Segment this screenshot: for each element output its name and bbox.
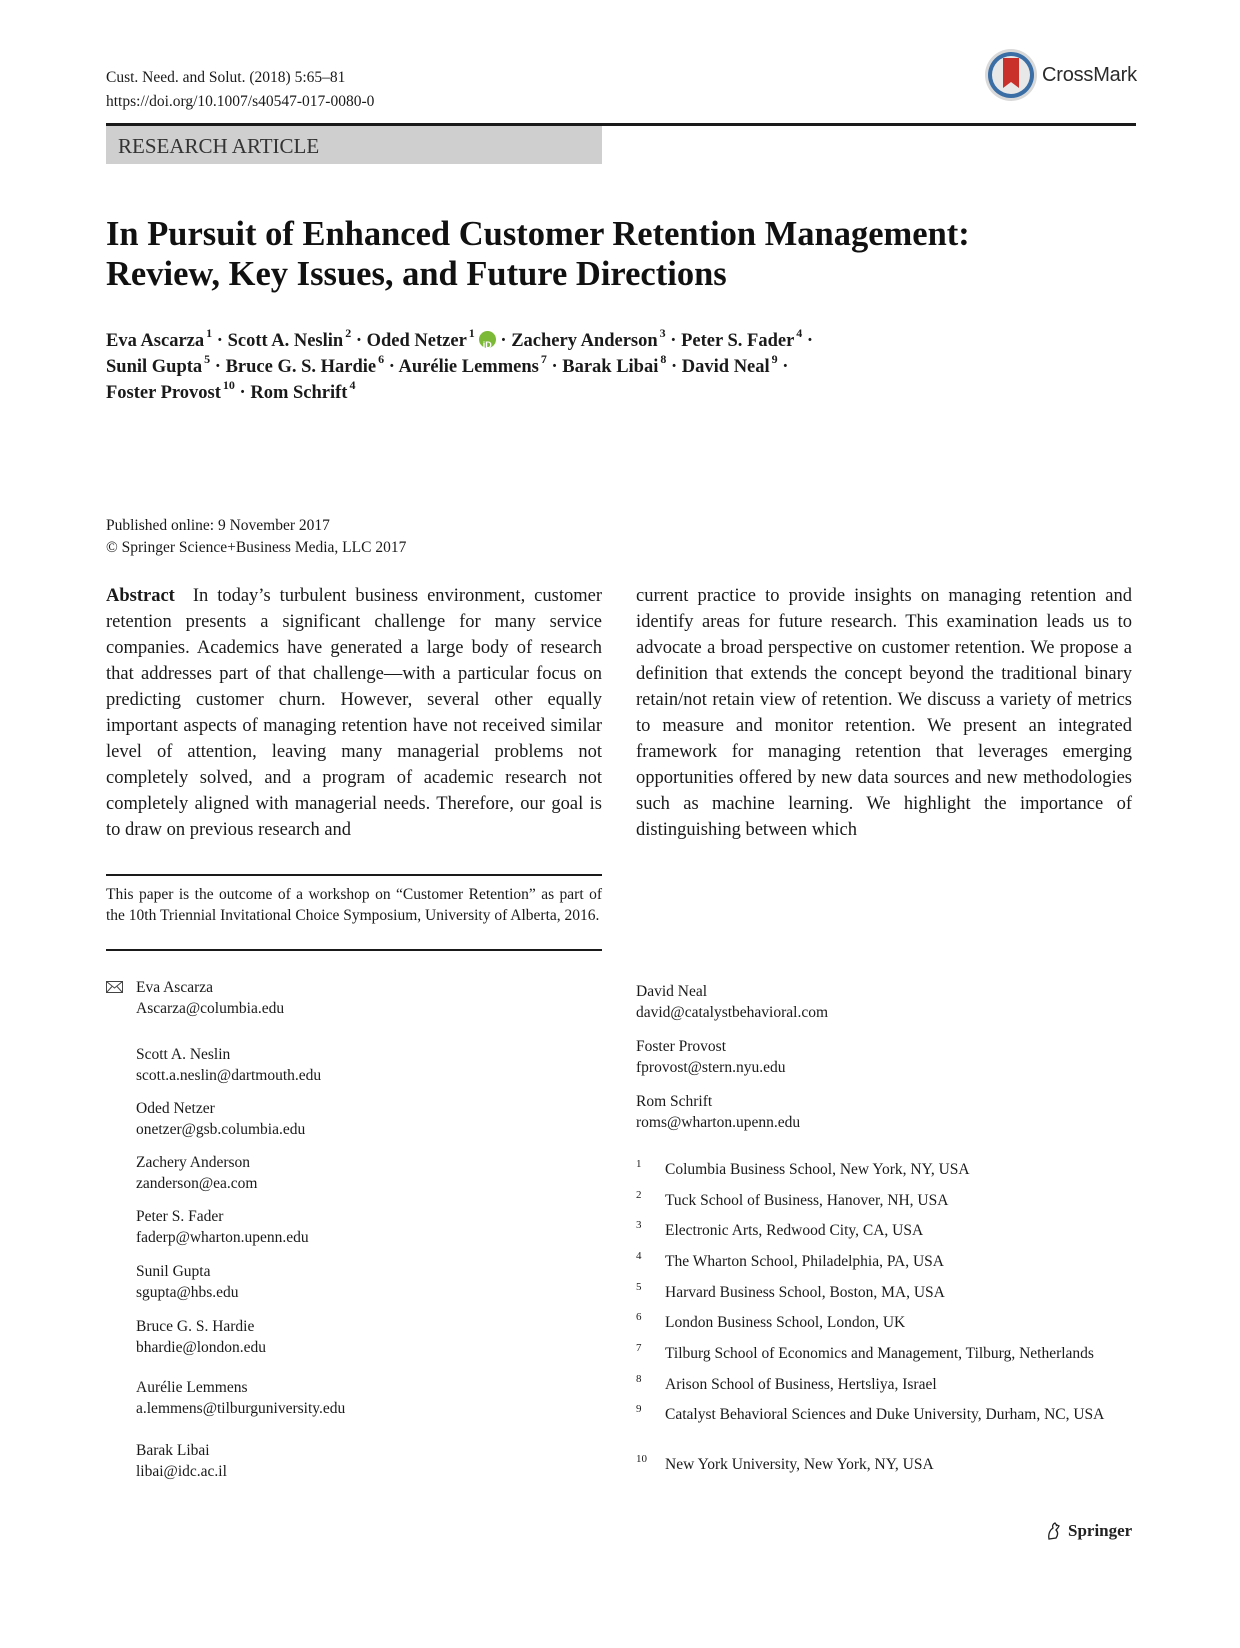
orcid-icon[interactable] — [479, 331, 496, 348]
affiliation-item — [636, 1344, 1136, 1364]
affiliation-number: 7 — [636, 1342, 642, 1354]
affiliation-item — [636, 1375, 1136, 1395]
contact-name: Bruce G. S. Hardie — [136, 1318, 255, 1335]
footnote-rule-top — [106, 874, 602, 876]
contact-email[interactable]: onetzer@gsb.columbia.edu — [136, 1121, 306, 1138]
author-affiliation-mark: 4 — [349, 377, 356, 392]
author-affiliation-mark: 2 — [345, 325, 352, 340]
affiliation-text: Tilburg School of Economics and Management, Tilburg, Netherlands — [665, 1345, 1094, 1362]
affiliation-number: 10 — [636, 1453, 647, 1465]
contact-entry — [636, 981, 828, 1023]
contact-email[interactable]: sgupta@hbs.edu — [136, 1284, 239, 1301]
affiliation-item — [636, 1160, 1136, 1180]
contact-email[interactable]: scott.a.neslin@dartmouth.edu — [136, 1067, 322, 1084]
affiliation-number: 6 — [636, 1311, 642, 1323]
contact-entry — [136, 977, 284, 1019]
crossmark-icon — [984, 48, 1038, 102]
contact-name: Barak Libai — [136, 1442, 210, 1459]
author-name[interactable]: Sunil Gupta — [106, 357, 203, 377]
affiliation-number: 3 — [636, 1219, 642, 1231]
contact-name: Aurélie Lemmens — [136, 1379, 248, 1396]
contact-email[interactable]: faderp@wharton.upenn.edu — [136, 1229, 309, 1246]
affiliation-number: 9 — [636, 1403, 642, 1415]
affiliation-item — [636, 1313, 1136, 1333]
contact-entry — [636, 1036, 785, 1078]
contact-entry — [136, 1098, 305, 1140]
author-affiliation-mark: 1 — [206, 325, 213, 340]
copyright-notice: © Springer Science+Business Media, LLC 2017 — [106, 539, 407, 556]
journal-citation: Cust. Need. and Solut. (2018) 5:65–81 — [106, 69, 346, 86]
contact-entry — [136, 1152, 257, 1194]
affiliation-number: 5 — [636, 1281, 642, 1293]
abstract-right-column — [636, 583, 1132, 843]
author-name[interactable]: David Neal — [681, 357, 770, 377]
abstract-label: Abstract — [106, 586, 175, 606]
contact-entry — [136, 1261, 239, 1303]
author-affiliation-mark: 10 — [222, 377, 235, 392]
affiliation-item — [636, 1191, 1136, 1211]
affiliation-text: Catalyst Behavioral Sciences and Duke University, Durham, NC, USA — [665, 1406, 1105, 1423]
publisher-logo — [1044, 1521, 1132, 1541]
abstract-text-right: current practice to provide insights on managing retention and identify areas for future research. This examination leads us to advocate a broad perspective on customer retention. We propose a definition that extends the concept beyond the traditional binary retain/not retain view of retention. We discuss a variety of metrics to measure and monitor retention. We present an integrated framework for managing retention that leverages emerging opportunities offered by new data sources and new methodologies such as machine learning. We highlight the importance of distinguishing between which — [636, 586, 1132, 840]
affiliation-text: Electronic Arts, Redwood City, CA, USA — [665, 1222, 924, 1239]
journal-header — [106, 66, 374, 114]
author-name[interactable]: Barak Libai — [562, 357, 659, 377]
author-affiliation-mark: 6 — [378, 351, 385, 366]
affiliation-number: 1 — [636, 1158, 642, 1170]
contact-email[interactable]: david@catalystbehavioral.com — [636, 1004, 829, 1021]
affiliation-text: Tuck School of Business, Hanover, NH, USA — [665, 1192, 949, 1209]
affiliation-item — [636, 1283, 1136, 1303]
contact-name: Scott A. Neslin — [136, 1046, 231, 1063]
contact-name: Sunil Gupta — [136, 1263, 211, 1280]
author-line-1: Eva Ascarza $^1$ · Scott A. Neslin $^2$ · Oded Netzer $^1$iD · Zachery Anderson $^3$ · Peter S. Fader $^4$ · — [106, 328, 1136, 354]
footnote-rule-bottom — [106, 949, 602, 951]
affiliation-item — [636, 1455, 1136, 1475]
contact-email[interactable]: roms@wharton.upenn.edu — [636, 1114, 801, 1131]
affiliation-item — [636, 1405, 1136, 1425]
author-affiliation-mark: 5 — [204, 351, 211, 366]
abstract-text-left: In today’s turbulent business environment, customer retention presents a significant challenge for many service companies. Academics have generated a large body of research that addresses part of that challenge—with a particular focus on predicting customer churn. However, several other equally important aspects of managing retention have not received similar level of attention, leaving many managerial problems not completely solved, and a program of academic research not completely aligned with managerial needs. Therefore, our goal is to draw on previous research and — [106, 586, 602, 840]
affiliation-text: Columbia Business School, New York, NY, USA — [665, 1161, 970, 1178]
workshop-footnote: This paper is the outcome of a workshop on “Customer Retention” as part of the 10th Triennial Invitational Choice Symposium, University of Alberta, 2016. — [106, 886, 602, 924]
contact-email[interactable]: libai@idc.ac.il — [136, 1463, 227, 1480]
author-name[interactable]: Zachery Anderson — [511, 331, 658, 351]
affiliation-text: New York University, New York, NY, USA — [665, 1456, 934, 1473]
affiliation-item — [636, 1252, 1136, 1272]
affiliation-text: London Business School, London, UK — [665, 1314, 906, 1331]
author-affiliation-mark: 7 — [540, 351, 547, 366]
contact-name: Rom Schrift — [636, 1093, 713, 1110]
contact-name: David Neal — [636, 983, 708, 1000]
contact-entry — [136, 1316, 266, 1358]
abstract-left-column — [106, 583, 602, 843]
publication-info — [106, 515, 406, 559]
author-name[interactable]: Foster Provost — [106, 383, 221, 403]
crossmark-badge[interactable] — [984, 48, 1137, 102]
author-line-2: Sunil Gupta $^5$ · Bruce G. S. Hardie $^6$ · Aurélie Lemmens $^7$ · Barak Libai $^8$ · David Neal $^9$ · — [106, 351, 789, 377]
contact-email[interactable]: bhardie@london.edu — [136, 1339, 267, 1356]
contact-entry — [136, 1206, 309, 1248]
author-name[interactable]: Aurélie Lemmens — [398, 357, 539, 377]
affiliation-number: 2 — [636, 1189, 642, 1201]
contact-email[interactable]: Ascarza@columbia.edu — [136, 1000, 285, 1017]
author-name[interactable]: Bruce G. S. Hardie — [225, 357, 377, 377]
author-affiliation-mark: 9 — [771, 351, 778, 366]
crossmark-label: CrossMark — [1042, 63, 1137, 86]
contact-email[interactable]: zanderson@ea.com — [136, 1175, 258, 1192]
publisher-name: Springer — [1068, 1521, 1133, 1540]
author-list — [106, 325, 1136, 406]
affiliation-text: The Wharton School, Philadelphia, PA, USA — [665, 1253, 944, 1270]
author-name[interactable]: Rom Schrift — [250, 383, 348, 403]
envelope-icon — [106, 981, 123, 993]
contact-name: Foster Provost — [636, 1038, 726, 1055]
affiliation-text: Arison School of Business, Hertsliya, Israel — [665, 1376, 937, 1393]
author-affiliation-mark: 8 — [660, 351, 667, 366]
title-line-2: Review, Key Issues, and Future Directions — [106, 255, 727, 293]
affiliation-number: 4 — [636, 1250, 642, 1262]
contact-name: Zachery Anderson — [136, 1154, 251, 1171]
article-type-banner: RESEARCH ARTICLE — [106, 126, 602, 164]
published-date: Published online: 9 November 2017 — [106, 517, 330, 534]
contact-name: Oded Netzer — [136, 1100, 215, 1117]
title-line-1: In Pursuit of Enhanced Customer Retention Management: — [106, 215, 970, 253]
contact-email[interactable]: a.lemmens@tilburguniversity.edu — [136, 1400, 346, 1417]
article-title — [106, 214, 1136, 294]
doi-link[interactable]: https://doi.org/10.1007/s40547-017-0080-0 — [106, 93, 375, 110]
author-name[interactable]: Oded Netzer — [366, 331, 467, 351]
author-affiliation-mark: 1 — [468, 325, 475, 340]
contact-email[interactable]: fprovost@stern.nyu.edu — [636, 1059, 786, 1076]
author-line-3: Foster Provost $^{10}$ · Rom Schrift $^4$ — [106, 377, 356, 403]
springer-horse-icon — [1044, 1521, 1064, 1541]
author-name[interactable]: Scott A. Neslin — [227, 331, 344, 351]
contact-entry — [136, 1377, 345, 1419]
author-name[interactable]: Peter S. Fader — [681, 331, 795, 351]
contact-entry — [136, 1044, 321, 1086]
contact-name: Eva Ascarza — [136, 979, 214, 996]
affiliation-number: 8 — [636, 1373, 642, 1385]
affiliation-item — [636, 1221, 1136, 1241]
affiliation-text: Harvard Business School, Boston, MA, USA — [665, 1284, 945, 1301]
contact-entry — [136, 1440, 227, 1482]
contact-name: Peter S. Fader — [136, 1208, 224, 1225]
contact-entry — [636, 1091, 800, 1133]
author-affiliation-mark: 3 — [659, 325, 666, 340]
author-name[interactable]: Eva Ascarza — [106, 331, 205, 351]
author-affiliation-mark: 4 — [796, 325, 803, 340]
